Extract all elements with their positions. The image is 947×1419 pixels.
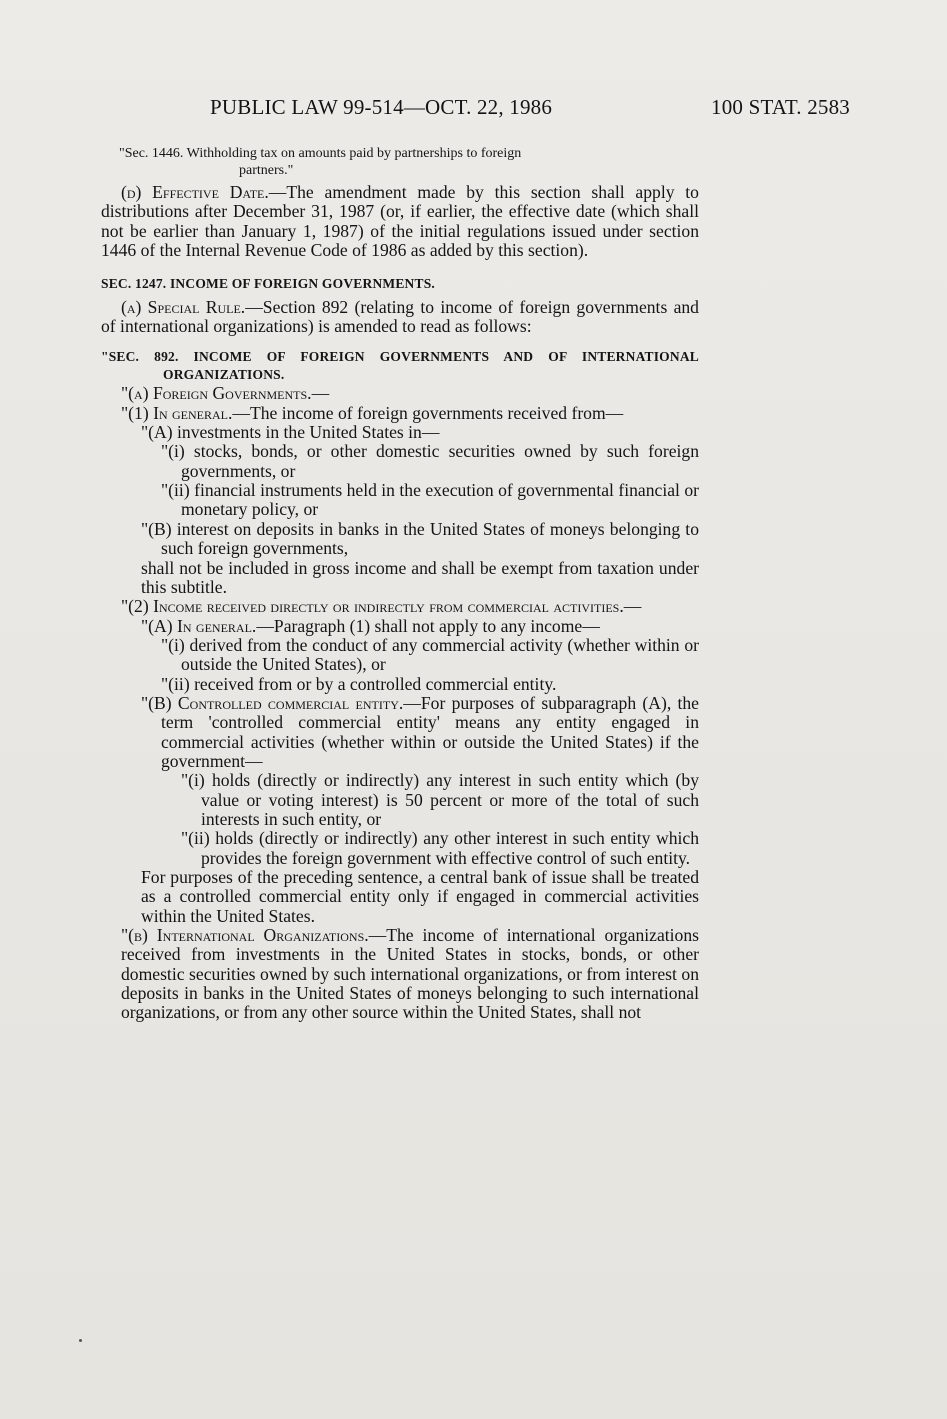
paragraph-2-B: [101, 694, 699, 771]
paragraph-1-tail: shall not be included in gross income and shall be exempt from taxation under this subtitle.: [141, 557, 699, 597]
paragraph-2-A: [101, 617, 699, 636]
paragraph-2-B-text: —For purposes of subparagraph (A), the term 'controlled commercial entity' means any entity engaged in commercial activities (whether within or outside the United States) if the government—: [161, 692, 699, 771]
section-1247-heading: SEC. 1247. INCOME OF FOREIGN GOVERNMENTS.: [101, 276, 435, 292]
paragraph-2-B-tail: For purposes of the preceding sentence, a central bank of issue shall be treated as a controlled commercial entity only if engaged in commercial activities within the United States.: [141, 867, 699, 926]
clause-2-B-i: "(i) holds (directly or indirectly) any interest in such entity which (by value or voting interest) is 50 percent or more of the total of such interests in such entity, or: [181, 770, 699, 829]
header-stat-page: 100 STAT. 2583: [711, 95, 850, 119]
paragraph-2-A-text: —Paragraph (1) shall not apply to any income—: [256, 615, 600, 636]
header-citation: PUBLIC LAW 99-514—OCT. 22, 1986: [210, 95, 553, 119]
clause-2-B-ii: "(ii) holds (directly or indirectly) any other interest in such entity which provides the foreign government with effective control of such entity.: [181, 828, 699, 868]
foreign-governments-label: "(a) Foreign Governments.—: [121, 383, 330, 404]
paragraph-1-label: "(1) In general.: [121, 402, 233, 423]
clause-2-A-ii: "(ii) received from or by a controlled commercial entity.: [161, 673, 557, 694]
section-892-heading: "SEC. 892. INCOME OF FOREIGN GOVERNMENTS AND OF INTERNATIONAL ORGANIZATIONS.: [101, 349, 699, 383]
paragraph-2-heading: [101, 597, 699, 616]
body-column: [101, 145, 699, 1023]
special-rule-label: (a) Special Rule.: [121, 296, 246, 317]
paragraph-2-B-label: "(B) Controlled commercial entity.: [141, 692, 404, 713]
special-rule-text: —Section 892 (relating to income of foreign governments and of international organizations) is amended to read as follows:: [101, 296, 699, 337]
foreign-governments-heading: [101, 384, 699, 403]
clause-A-i: "(i) stocks, bonds, or other domestic securities owned by such foreign governments, or: [161, 441, 699, 481]
subparagraph-B: "(B) interest on deposits in banks in the United States of moneys belonging to such foreign governments,: [141, 518, 699, 559]
paragraph-1: [101, 404, 699, 423]
clause-A-ii: "(ii) financial instruments held in the execution of governmental financial or monetary policy, or: [161, 480, 699, 520]
effective-date-paragraph: [101, 183, 699, 260]
toc-line-1: "Sec. 1446. Withholding tax on amounts paid by partnerships to foreign: [119, 146, 522, 161]
paragraph-2-A-label: "(A) In general.: [141, 615, 257, 636]
toc-entry: [101, 145, 699, 179]
paragraph-1-text: —The income of foreign governments received from—: [232, 402, 624, 423]
paragraph-2-heading-text: "(2) Income received directly or indirectly from commercial activities.—: [121, 596, 642, 617]
effective-date-label: (d) Effective Date.: [121, 182, 269, 202]
subparagraph-A: "(A) investments in the United States in—: [141, 422, 440, 443]
page-header: [210, 95, 850, 125]
international-organizations-paragraph: [101, 926, 699, 1023]
toc-line-2: partners.": [239, 163, 294, 178]
stray-mark: [79, 1339, 82, 1342]
special-rule-paragraph: [101, 298, 699, 337]
international-organizations-label: "(b) International Organizations.: [121, 925, 369, 946]
clause-2-A-i: "(i) derived from the conduct of any commercial activity (whether within or outside the United States), or: [161, 634, 699, 675]
international-organizations-text: —The income of international organizations received from investments in the United States in stocks, bonds, or other domestic securities owned by such international organizations, or from interest on deposits in banks in the United States of moneys belonging to such international organizations, or from any other source within the United States, shall not: [121, 925, 699, 1023]
effective-date-text: —The amendment made by this section shall apply to distributions after December 31, 1987 (or, if earlier, the effective date (which shall not be earlier than January 1, 1987) of the initial regulations issued under section 1446 of the Internal Revenue Code of 1986 as added by this section).: [101, 182, 699, 261]
